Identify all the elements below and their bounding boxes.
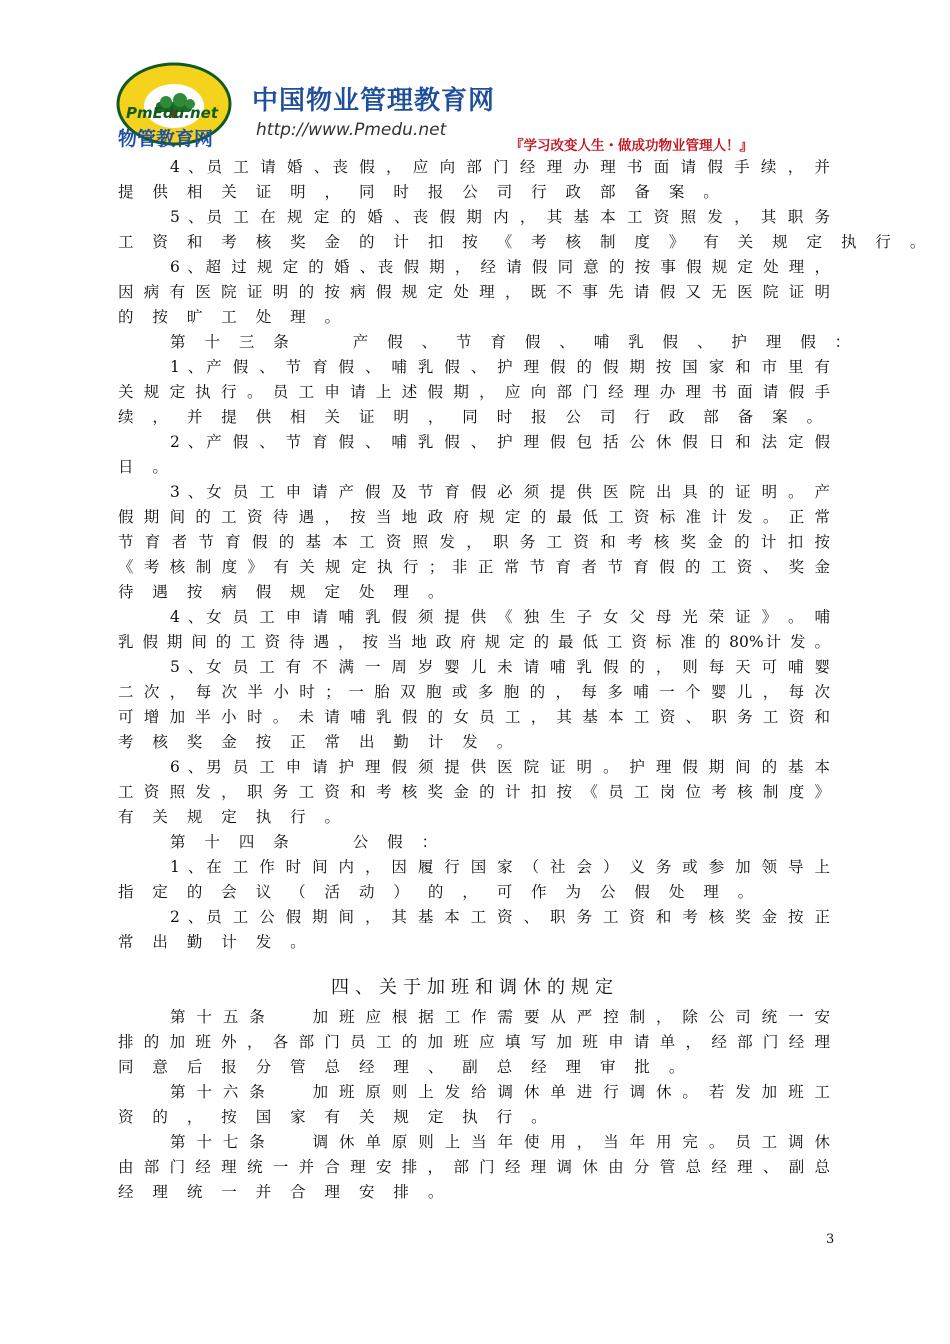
paragraph-line: 考 核 奖 金 按 正 常 出 勤 计 发 。 bbox=[118, 733, 520, 751]
slogan: 『学习改变人生・做成功物业管理人！』 bbox=[510, 138, 753, 154]
paragraph-line: 日 。 bbox=[118, 458, 175, 476]
paragraph-line: 的 按 旷 工 处 理 。 bbox=[118, 308, 348, 326]
paragraph-line: 资 的 ， 按 国 家 有 关 规 定 执 行 。 bbox=[118, 1108, 554, 1126]
paragraph-line: 第 十 七 条 调 休 单 原 则 上 当 年 使 用 ， 当 年 用 完 。 员 工 调 休 bbox=[170, 1133, 830, 1151]
paragraph-line: 待 遇 按 病 假 规 定 处 理 。 bbox=[118, 583, 451, 601]
paragraph-line: 经 理 统 一 并 合 理 安 排 。 bbox=[118, 1183, 451, 1201]
paragraph-line: 可 增 加 半 小 时 。 未 请 哺 乳 假 的 女 员 工 ， 其 基 本 工 资 、 职 务 工 资 和 bbox=[118, 708, 830, 726]
site-name: 中国物业管理教育网 bbox=[252, 86, 496, 116]
paragraph-line: 第 十 六 条 加 班 原 则 上 发 给 调 休 单 进 行 调 休 。 若 发 加 班 工 bbox=[170, 1083, 830, 1101]
paragraph-line: 乳 假 期 间 的 工 资 待 遇 ， 按 当 地 政 府 规 定 的 最 低 工 资 标 准 的 80%计 发 。 bbox=[118, 633, 830, 651]
paragraph-line: 3 、女 员 工 申 请 产 假 及 节 育 假 必 须 提 供 医 院 出 具 的 证 明 。 产 bbox=[170, 483, 830, 501]
article-heading: 第 十 四 条 公 假 ： bbox=[170, 833, 445, 851]
paragraph-line: 节 育 者 节 育 假 的 基 本 工 资 照 发 ， 职 务 工 资 和 考 核 奖 金 的 计 扣 按 bbox=[118, 533, 830, 551]
section-heading: 四、关于加班和调休的规定 bbox=[331, 977, 619, 998]
page-number: 3 bbox=[826, 1232, 835, 1247]
paragraph-line: 4 、员 工 请 婚 、丧 假 ， 应 向 部 门 经 理 办 理 书 面 请 假 手 续 ， 并 bbox=[170, 158, 830, 176]
site-url[interactable]: http://www.Pmedu.net bbox=[256, 120, 447, 140]
paragraph-line: 《 考 核 制 度 》 有 关 规 定 执 行 ； 非 正 常 节 育 者 节 育 假 的 工 资 、 奖 金 bbox=[118, 558, 831, 576]
paragraph-line: 1 、在 工 作 时 间 内 ， 因 履 行 国 家 （ 社 会 ） 义 务 或 参 加 领 导 上 bbox=[170, 858, 830, 876]
paragraph-line: 工 资 和 考 核 奖 金 的 计 扣 按 《 考 核 制 度 》 有 关 规 定 执 行 。 bbox=[118, 233, 933, 251]
paragraph-line: 4 、女 员 工 申 请 哺 乳 假 须 提 供 《 独 生 子 女 父 母 光 荣 证 》 。 哺 bbox=[170, 608, 830, 626]
paragraph-line: 工 资 照 发 ， 职 务 工 资 和 考 核 奖 金 的 计 扣 按 《 员 工 岗 位 考 核 制 度 》 bbox=[118, 783, 830, 801]
logo-name-text: 物管教育网 bbox=[118, 128, 214, 150]
paragraph-line: 假 期 间 的 工 资 待 遇 ， 按 当 地 政 府 规 定 的 最 低 工 资 标 准 计 发 。 正 常 bbox=[118, 508, 830, 526]
paragraph-line: 二 次 ， 每 次 半 小 时 ； 一 胎 双 胞 或 多 胞 的 ， 每 多 哺 一 个 婴 儿 ， 每 次 bbox=[118, 683, 831, 701]
paragraph-line: 指 定 的 会 议 （ 活 动 ） 的 ， 可 作 为 公 假 处 理 。 bbox=[118, 883, 761, 901]
paragraph-line: 5 、女 员 工 有 不 满 一 周 岁 婴 儿 未 请 哺 乳 假 的 ， 则 每 天 可 哺 婴 bbox=[170, 658, 830, 676]
paragraph-line: 1 、产 假 、 节 育 假 、 哺 乳 假 、 护 理 假 的 假 期 按 国 家 和 市 里 有 bbox=[170, 358, 830, 376]
logo-pmedu-text: PmEdu.net bbox=[126, 104, 219, 122]
paragraph-line: 第 十 五 条 加 班 应 根 据 工 作 需 要 从 严 控 制 ， 除 公 司 统 一 安 bbox=[170, 1008, 830, 1026]
paragraph-line: 6 、超 过 规 定 的 婚 、丧 假 期 ， 经 请 假 同 意 的 按 事 假 规 定 处 理 ， bbox=[170, 258, 830, 276]
paragraph-line: 2 、产 假 、 节 育 假 、 哺 乳 假 、 护 理 假 包 括 公 休 假 日 和 法 定 假 bbox=[170, 433, 830, 451]
paragraph-line: 提 供 相 关 证 明 ， 同 时 报 公 司 行 政 部 备 案 。 bbox=[118, 183, 726, 201]
paragraph-line: 排 的 加 班 外 ， 各 部 门 员 工 的 加 班 应 填 写 加 班 申 请 单 ， 经 部 门 经 理 bbox=[118, 1033, 830, 1051]
paragraph-line: 2 、员 工 公 假 期 间 ， 其 基 本 工 资 、 职 务 工 资 和 考 核 奖 金 按 正 bbox=[170, 908, 830, 926]
page-header bbox=[0, 0, 950, 160]
paragraph-line: 续 ， 并 提 供 相 关 证 明 ， 同 时 报 公 司 行 政 部 备 案 。 bbox=[118, 408, 830, 426]
paragraph-line: 有 关 规 定 执 行 。 bbox=[118, 808, 348, 826]
article-heading: 第 十 三 条 产 假 、 节 育 假 、 哺 乳 假 、 护 理 假 ： bbox=[170, 333, 858, 351]
paragraph-line: 由 部 门 经 理 统 一 并 合 理 安 排 ， 部 门 经 理 调 休 由 分 管 总 经 理 、 副 总 bbox=[118, 1158, 830, 1176]
paragraph-line: 常 出 勤 计 发 。 bbox=[118, 933, 313, 951]
paragraph-line: 5 、员 工 在 规 定 的 婚 、丧 假 期 内 ， 其 基 本 工 资 照 发 ， 其 职 务 bbox=[170, 208, 830, 226]
paragraph-line: 因 病 有 医 院 证 明 的 按 病 假 规 定 处 理 ， 既 不 事 先 请 假 又 无 医 院 证 明 bbox=[118, 283, 830, 301]
paragraph-line: 6 、男 员 工 申 请 护 理 假 须 提 供 医 院 证 明 。 护 理 假 期 间 的 基 本 bbox=[170, 758, 830, 776]
paragraph-line: 关 规 定 执 行 。 员 工 申 请 上 述 假 期 ， 应 向 部 门 经 理 办 理 书 面 请 假 手 bbox=[118, 383, 830, 401]
paragraph-line: 同 意 后 报 分 管 总 经 理 、 副 总 经 理 审 批 。 bbox=[118, 1058, 692, 1076]
